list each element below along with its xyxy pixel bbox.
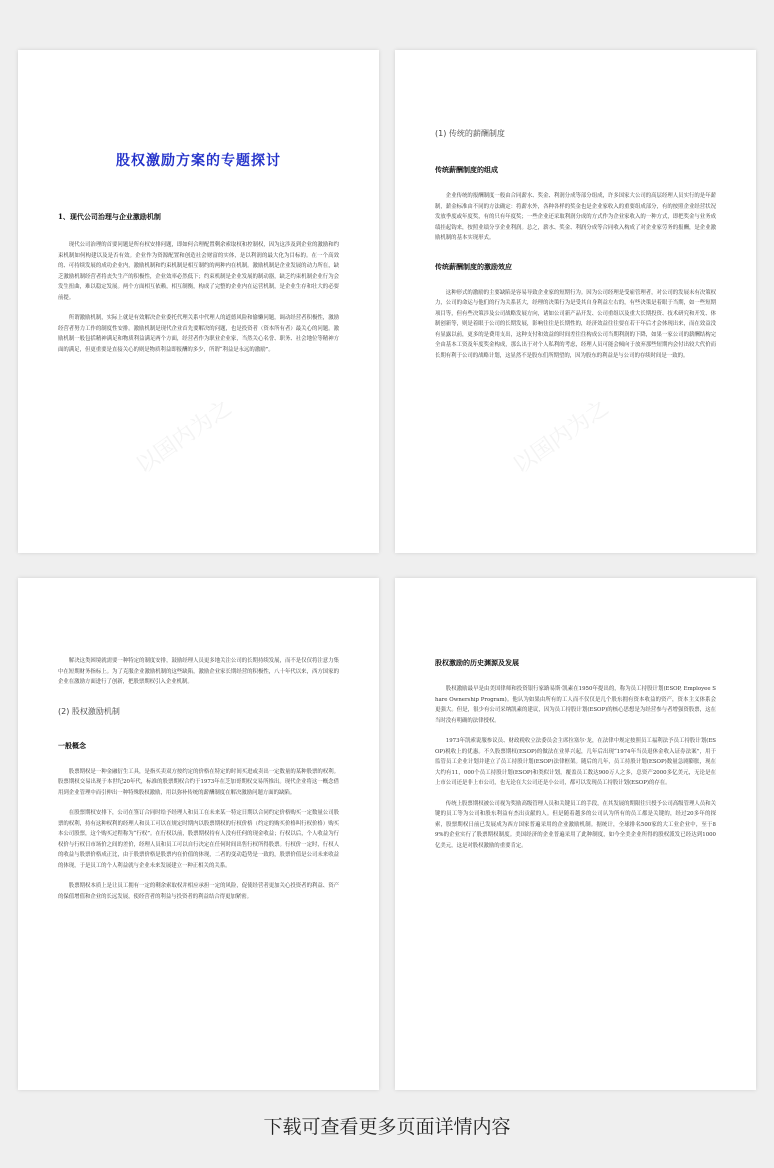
paragraph: 股权激励最早是由美国律师和投资银行家路易斯·凯素在1950年提出的，称为员工持股计划(ESOP, Employee Share Ownership Program)。他认为如果由所有的工人而不仅仅是几个股东拥有资本收益的资产，资本主义体系会更强大。但是，很少有公司采纳凯素的建议，因为员工持股计划(ESOP)的核心思想是为经营参与者增强资股票，这在当时没有明确的法律授权。 bbox=[435, 686, 716, 724]
section-heading: (1) 传统的薪酬制度 bbox=[435, 129, 505, 138]
paragraph: 这种形式的激励的主要缺陷是容易导致企业家的短期行为。因为公司经理是受雇管理者，对公司的发展未有决策权力，公司的命运与他们的行为关系甚大，经理的决策行为是受其自身利益左右的，有些决策是着眼于当期，如一些短期项目等，但有些决策涉及公司战略发展方向，诸如公司新产品开发、公司重组以及重大长期投资、技术研究和开发、体制创新等，则是着眼于公司的长期发展，影响往往是长期性的，经济效益往往要在若干年后才会体现出来，而在效益没有显露以前，更多的是费用支出，这种支付和效益的时间差往往构成公司当期利润的下降，如果一家公司的薪酬结构完全由基本工资及年度奖金构成，那么出于对个人私利的考虑，经理人员可能会倾向于放弃那些短期内会付出较大代价而长期有利于公司的战略计划，这显然不是股东们所期望的，因为股东的利益是与公司的存续时间是一致的。 bbox=[435, 289, 716, 359]
section-heading: 股权激励的历史渊源及发展 bbox=[435, 658, 519, 667]
paragraph: 在股票期权安排下，公司在签订合同时给予经理人和员工在未来某一特定日期以合同约定价格购买一定数量公司股票的权利，持有这种权利的经理人和员工可以在规定时期内以股票期权的行权价格（约定的购买价格叫行权价格）购买本公司股票，这个购买过程称为“行权”。在行权以前，股票期权持有人没有任何的现金收益；行权以后，个人收益为行权价与行权日市场价之间的差价，经理人员和员工可以自行决定在任何时间出售行权所得股票。行权价一定时，行权人的收益与股票价格成正比，由于股票价格是股票内在价值的体现，二者的变动趋势是一致的，股票价值是公司未来收益的体现，于是员工的个人利益就与企业未来发展建立一种正相关的关系。 bbox=[58, 810, 339, 869]
watermark: 以国内为之 bbox=[131, 395, 237, 479]
download-more-link[interactable]: 下载可查看更多页面详情内容 bbox=[263, 1116, 511, 1138]
subheading: 传统薪酬制度的组成 bbox=[435, 165, 498, 174]
page-title: 股权激励方案的专题探讨 bbox=[116, 153, 281, 169]
section-heading: (2) 股权激励机制 bbox=[58, 706, 120, 716]
document-page-4 bbox=[395, 578, 756, 1090]
paragraph: 股票期权是一种金融衍生工具，是指买卖双方按约定的价格在特定的时间买进或卖出一定数量的某种股票的权利。股票期权交易出现于本世纪20年代，标准的股票期权合约于1973年在芝加哥期权交易所推出。现代企业将这一概念借用到企业管理中而引伸出一种特殊股权激励，用以弥补传统的薪酬制度在解决激励问题方面的缺陷。 bbox=[58, 768, 339, 796]
page3-body bbox=[58, 656, 339, 902]
paragraph: 现代公司治理的首要问题是所有权安排问题，即如何合理配置剩余索取权和控制权，因为这涉及到企业的激励和约束机制如何构建以及是否有效。企业作为资源配置和创造社会财富的实体，是以利润的最大化为目标的。在一个高效的、可持续发展的成功企业内，激励机制和约束机制是相互制约的两种内在机制。激励机制是企业发展的动力所在，缺乏激励机制经营者将丧失生产的积极性，企业效率必然低下；约束机制是企业发展的制动器，缺乏约束机制企业行为会发生扭曲，难以稳定发展。两个方面相互依赖，相互制衡，构成了完整的企业内在运营机制，是企业生存和壮大的必要前提。 bbox=[58, 242, 339, 301]
watermark: 以国内为之 bbox=[508, 395, 614, 479]
paragraph: 传统上股票期权被公司视为奖励高级管理人员和关键员工的手段，在其发展的期限往只授予公司高级管理人员和关键的员工等为公司和股东利益有杰出贡献的人。但是随着越多的公司认为所有的员工都是关键的，经过20多年的探索，股票期权日前已发展成为西方国家普遍采用的企业激励机制。据统计，全球排名500家的大工业企业中，至于89%的企业实行了股票期权制度。美国经济的企业普遍采用了此种制度，如今全美企业所得的股权派发已经达到1000亿美元，这是对股权激励的重要肯定。 bbox=[435, 800, 716, 849]
section-1 bbox=[58, 212, 339, 222]
paragraph: 所谓激励机制，实际上就是有效解决企业委托代理关系中代理人的道德风险和偷懒问题，调动经营者积极性，激励经营者努力工作的制度性安排。激励机制是现代企业首先要解决的问题，也是投资者（资本所有者）最关心的问题。激励机制一般包括精神满足和物质利益满足两个方面，经营者作为职业企业家，当然关心名誉、职务、社会地位等精神方面的满足，但更重要是直接关心的则是物质利益即报酬的多少，所谓“利益是永远的激励”。 bbox=[58, 315, 339, 353]
paragraph: 企业传统的报酬制度一般由合同薪水、奖金、利润分成等部分组成，许多国家大公司的高层经理人员实行的是年薪制，薪金标准由不同的方法确定：将薪水外，各种各样的奖金也是企业家收入的重要组成部分，有的按照企业经营状况发放季度或年度奖，有的只有年度奖；一些企业还采取利润分成的方式作为企业家收入的一种方式，即把奖金与业务成绩挂起钩来，按照业绩分享企业利润。总之，薪水、奖金、利润分成等合同收入构成了对企业家劳务的报酬，是企业激励机制的基本实现形式。 bbox=[435, 193, 716, 241]
section-heading: 1、现代公司治理与企业激励机制 bbox=[58, 212, 161, 221]
document-page-1 bbox=[18, 50, 379, 553]
page4-body bbox=[435, 658, 716, 851]
page2-body bbox=[435, 128, 716, 361]
paragraph: 股票期权本质上是让员工拥有一定的剩余索取权并相应承担一定的风险，促使经营者更加关心投资者的利益、资产的保值增值和企业的长远发展，使经营者的利益与投资者的利益结合得更加紧密。 bbox=[58, 883, 339, 900]
document-page-3 bbox=[18, 578, 379, 1090]
page1-body bbox=[58, 240, 339, 355]
document-page-2 bbox=[395, 50, 756, 553]
subheading: 一般概念 bbox=[58, 740, 86, 750]
subheading: 传统薪酬制度的激励效应 bbox=[435, 261, 512, 271]
paragraph: 1973年凯索说服参议员、财政税收立法委员会主席拉塞尔·龙，在法律中规定按照员工福利法予员工持股计划(ESOP)税收上的优惠。不久股票期权(ESOP)的做法在业界兴起，几年后出现“1974年当员退休金收入证券法案”，用于监管员工企业计划并建立了员工持股计划(ESOP)法律框架。随后的几年，员工持股计划(ESOP)数量急剧膨胀，现在大约有11，000个员工持股计划(ESOP)和类似计划，覆盖员工数达900万人之多，总资产2000多亿美元，无论是在上市公司还是非上市公司，也无论在大公司还是小公司，都可以发现员工持股计划(ESOP)的存在。 bbox=[435, 738, 716, 786]
paragraph: 解决这类困境就需要一种特定的制度安排，鼓励经理人员更多地关注公司的长期持续发展，而不是仅仅将注意力集中在短期财务指标上。为了克服企业激励机制的这些缺陷，激励企业家长期经营的积极性，八十年代以来，西方国家的企业在激励方面进行了创新，把股票期权引入企业机制。 bbox=[58, 658, 339, 685]
